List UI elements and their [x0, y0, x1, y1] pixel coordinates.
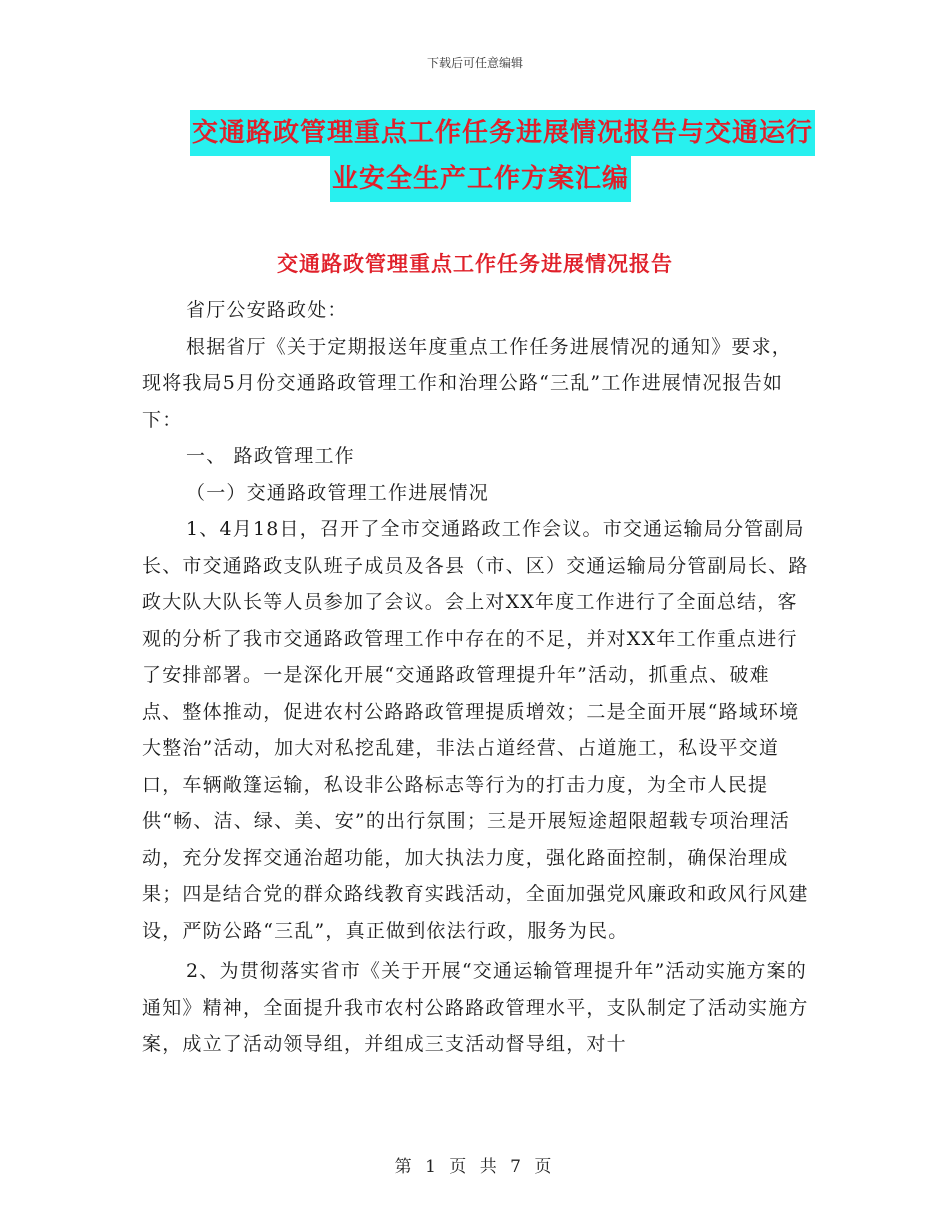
main-title-line-1: 交通路政管理重点工作任务进展情况报告与交通运行 — [190, 110, 815, 156]
report-title: 交通路政管理重点工作任务进展情况报告 — [277, 252, 673, 276]
header-note: 下载后可任意编辑 — [426, 56, 523, 70]
subsection-heading-1: （一）交通路政管理工作进展情况 — [186, 481, 490, 504]
item-paragraph-2: 2、为贯彻落实省市《关于开展“交通运输管理提升年”活动实施方案的通知》精神，全面提升我市农村公路路政管理水平，支队制定了活动实施方案，成立了活动领导组，并组成三支活动督导组，对十 — [142, 960, 809, 1055]
document-body — [142, 292, 810, 1063]
section-heading-1: 一、 路政管理工作 — [186, 445, 355, 467]
document-main-title — [190, 110, 814, 202]
page-number-footer: 第 1 页 共 7 页 — [394, 1157, 556, 1177]
main-title-line-2: 业安全生产工作方案汇编 — [330, 156, 631, 202]
intro-paragraph: 根据省厅《关于定期报送年度重点工作任务进展情况的通知》要求，现将我局5月份交通路政管理工作和治理公路“三乱”工作进展情况报告如下： — [142, 335, 793, 431]
item-paragraph-1: 1、4月18日，召开了全市交通路政工作会议。市交通运输局分管副局长、市交通路政支队班子成员及各县（市、区）交通运输局分管副局长、路政大队大队长等人员参加了会议。会上对XX年度工作进行了全面总结，客观的分析了我市交通路政管理工作中存在的不足，并对XX年工作重点进行了安排部署。一是深化开展“交通路政管理提升年”活动，抓重点、破难点、整体推动，促进农村公路路政管理提质增效；二是全面开展“路域环境大整治”活动，加大对私挖乱建，非法占道经营、占道施工，私设平交道口，车辆敞篷运输，私设非公路标志等行为的打击力度，为全市人民提供“畅、洁、绿、美、安”的出行氛围；三是开展短途超限超载专项治理活动，充分发挥交通治超功能，加大执法力度，强化路面控制，确保治理成果；四是结合党的群众路线教育实践活动，全面加强党风廉政和政风行风建设，严防公路“三乱”，真正做到依法行政，服务为民。 — [142, 518, 809, 942]
salutation: 省厅公安路政处： — [186, 299, 348, 321]
